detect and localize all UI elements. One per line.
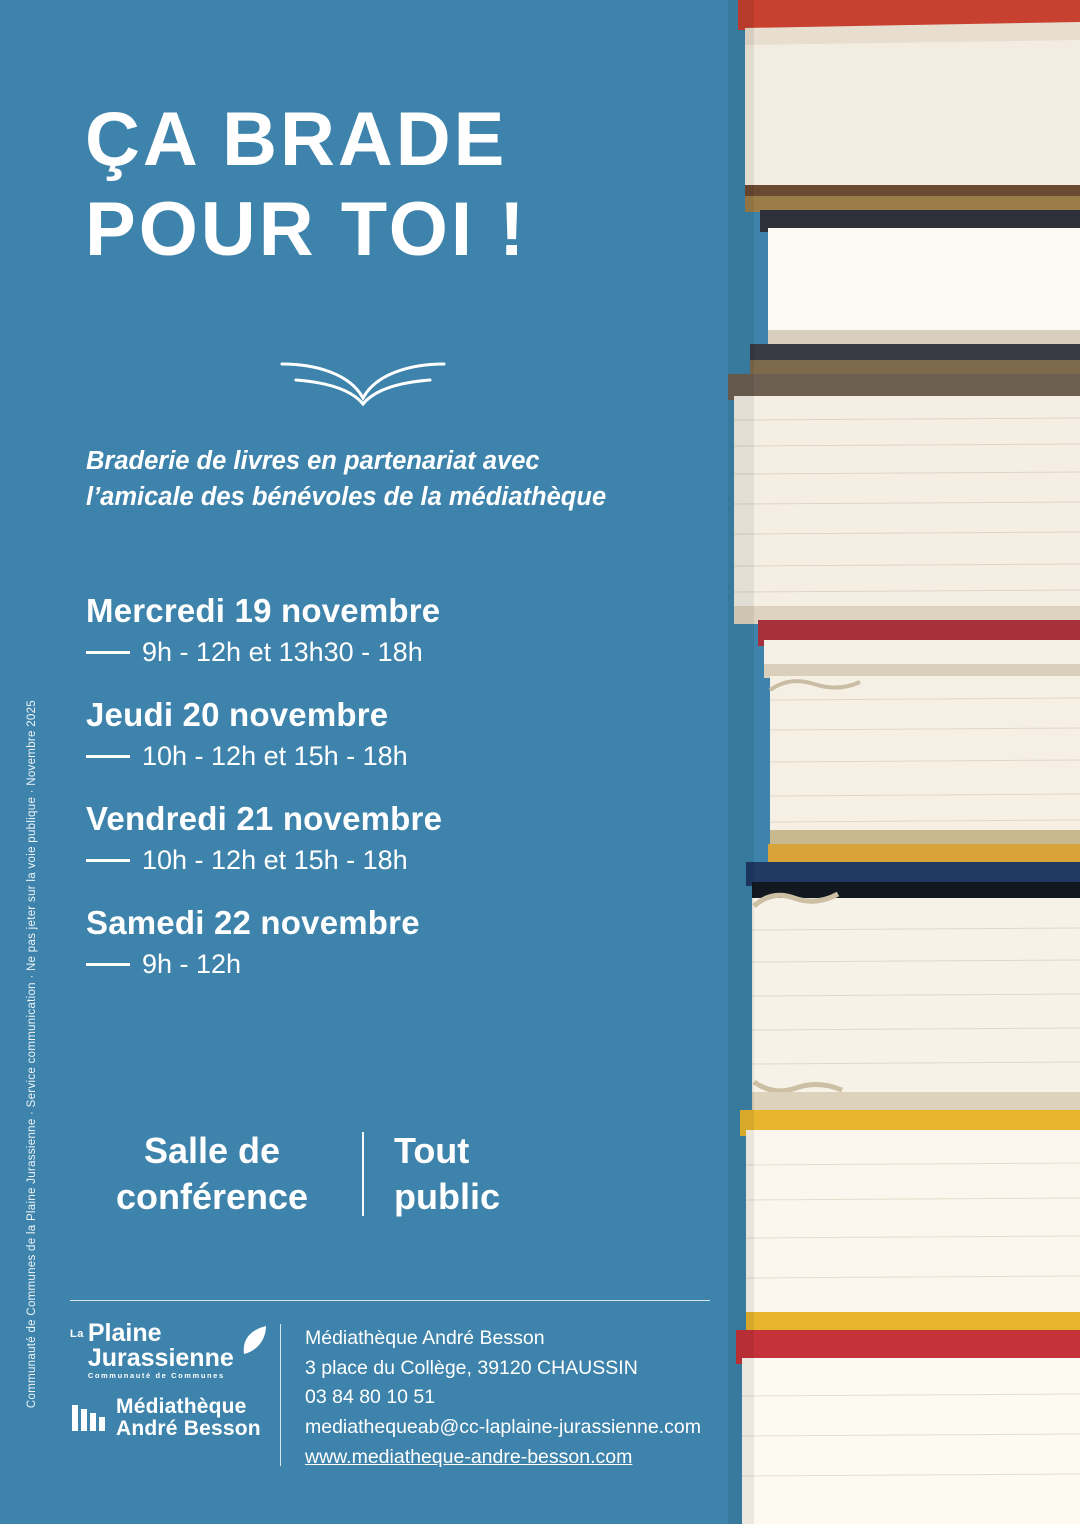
footer-divider (70, 1300, 710, 1301)
schedule-hours: 10h - 12h et 15h - 18h (142, 844, 408, 875)
schedule-hours-row (86, 949, 646, 980)
schedule-item (86, 696, 646, 772)
logo-mediatheque (70, 1396, 270, 1440)
vertical-divider (362, 1132, 364, 1216)
location-block (86, 1128, 362, 1220)
dash-icon (86, 859, 130, 862)
contact-block (305, 1318, 701, 1472)
contact-website[interactable]: www.mediatheque-andre-besson.com (305, 1445, 633, 1468)
location-audience-block (86, 1128, 646, 1220)
logo-group (70, 1318, 270, 1472)
title-line-1: ÇA BRADE (85, 97, 508, 182)
footer-vertical-divider (280, 1324, 281, 1466)
schedule-day: Jeudi 20 novembre (86, 695, 389, 733)
schedule-day: Vendredi 21 novembre (86, 799, 443, 837)
schedule-item (86, 800, 646, 876)
dash-icon (86, 963, 130, 966)
logo-mediatheque-line-2: André Besson (116, 1416, 261, 1440)
logo-plaine-jurassienne (70, 1319, 270, 1380)
audience-line-2: public (394, 1176, 500, 1218)
book-stack-svg (650, 0, 1080, 1524)
footer (70, 1318, 720, 1472)
schedule-hours: 9h - 12h (142, 948, 242, 979)
schedule-hours-row (86, 741, 646, 772)
logo-mediatheque-line-1: Médiathèque (116, 1394, 247, 1418)
logo-cc-sublabel: Communauté de Communes (87, 1370, 225, 1380)
book-bars-icon (70, 1401, 110, 1435)
schedule-day: Mercredi 19 novembre (86, 592, 441, 629)
logo-plaine-label: Plaine (87, 1319, 162, 1347)
schedule-item (86, 592, 646, 668)
page-title (85, 95, 705, 274)
audience-line-1: Tout (394, 1130, 470, 1171)
audience-block (364, 1128, 500, 1220)
schedule-hours-row (86, 845, 646, 876)
contact-name: Médiathèque André Besson (305, 1327, 545, 1349)
schedule-hours-row (86, 637, 646, 668)
contact-email[interactable]: mediathequeab@cc-laplaine-jurassienne.com (305, 1415, 701, 1438)
location-line-1: Salle de (143, 1130, 281, 1171)
dash-icon (86, 755, 130, 758)
contact-phone[interactable]: 03 84 80 10 51 (305, 1386, 436, 1409)
logo-jurassienne-label: Jurassienne (87, 1343, 234, 1372)
side-credit: Communauté de Communes de la Plaine Jurassienne · Service communication · Ne pas jeter sur la voie publique · Novembre 2025 (26, 700, 38, 1409)
location-line-2: conférence (115, 1176, 309, 1218)
schedule-item (86, 904, 646, 980)
leaf-icon (240, 1324, 270, 1358)
dash-icon (86, 651, 130, 654)
schedule-day: Samedi 22 novembre (86, 903, 420, 941)
open-book-icon (278, 358, 448, 418)
book-stack-illustration (650, 0, 1080, 1524)
schedule-hours: 9h - 12h et 13h30 - 18h (142, 636, 423, 667)
schedule-list (86, 592, 646, 1008)
logo-la-label: La (70, 1328, 84, 1340)
title-line-2: POUR TOI ! (85, 186, 528, 272)
contact-address: 3 place du Collège, 39120 CHAUSSIN (305, 1356, 638, 1379)
intro-text: Braderie de livres en partenariat avec l’amicale des bénévoles de la médiathèque (86, 447, 607, 512)
schedule-hours: 10h - 12h et 15h - 18h (142, 740, 408, 771)
